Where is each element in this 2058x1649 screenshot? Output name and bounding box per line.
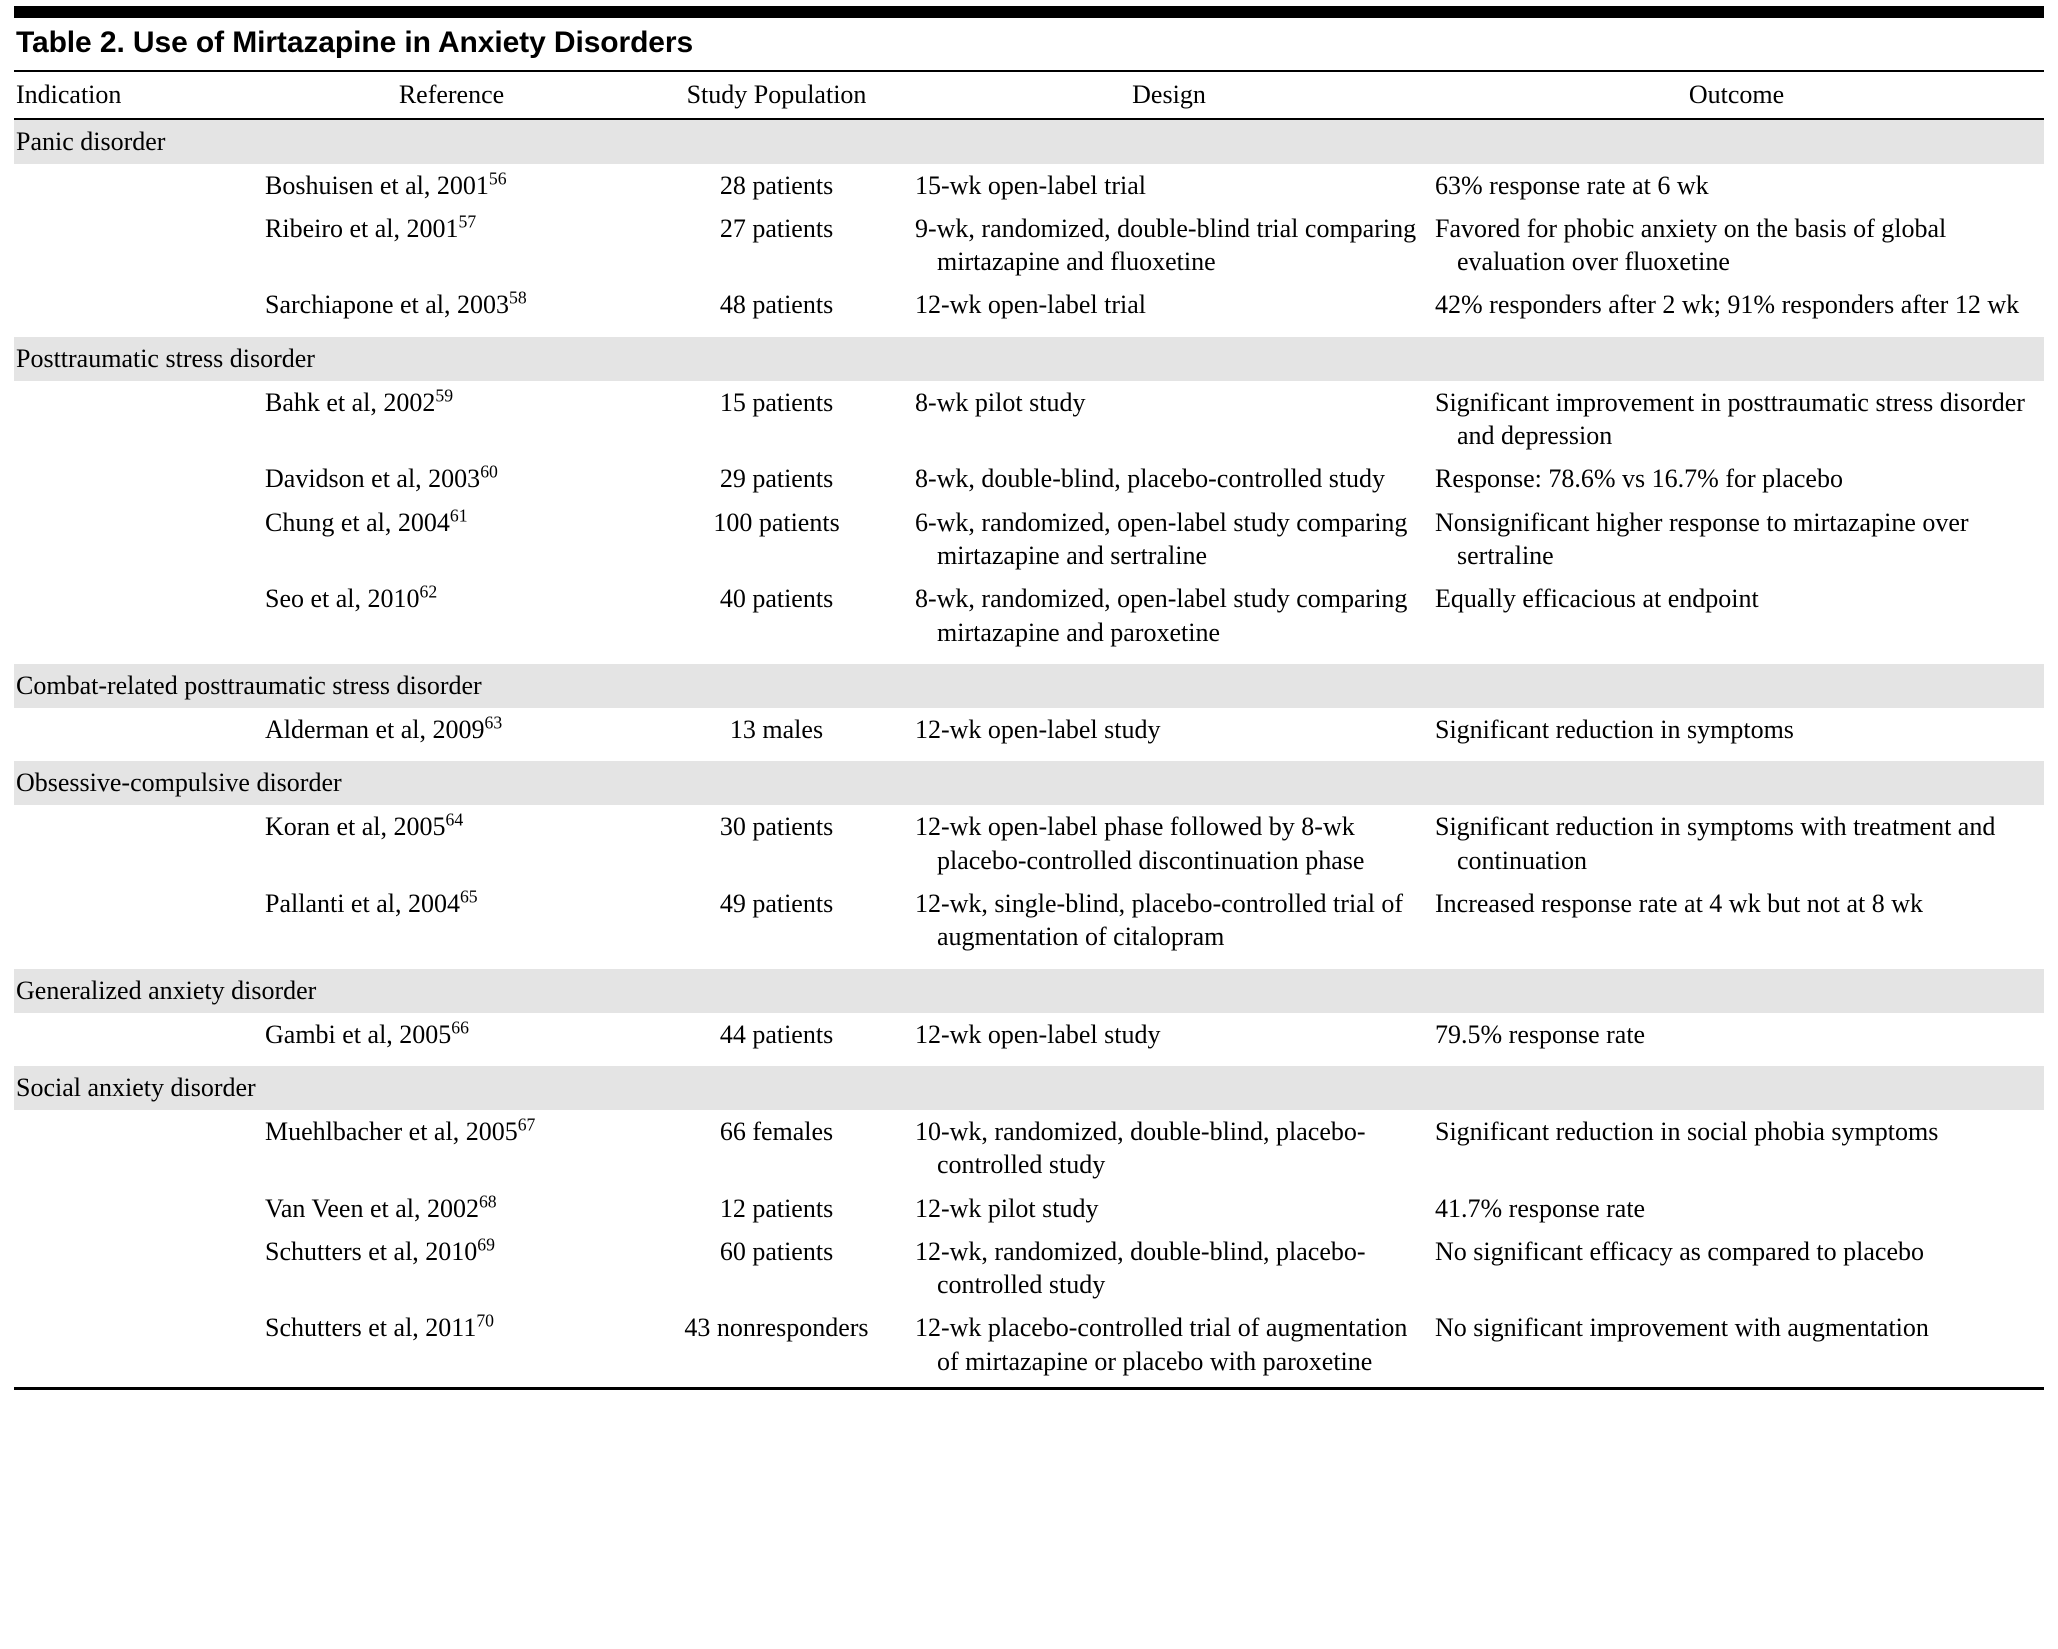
cell-outcome — [1429, 1306, 2044, 1383]
section-row — [14, 761, 2044, 805]
column-header-design: Design — [1132, 79, 1206, 109]
cell-design — [909, 1306, 1429, 1383]
cell-study-population: 66 females — [719, 1117, 834, 1147]
design-text: 10-wk, randomized, double-blind, placebo-controlled study — [915, 1117, 1366, 1180]
outcome-text: Response: 78.6% vs 16.7% for placebo — [1435, 464, 1843, 494]
cell-indication — [14, 1230, 259, 1307]
reference-text: Pallanti et al, 2004 — [265, 888, 460, 918]
header-row — [14, 72, 2044, 118]
outcome-text: Significant improvement in posttraumatic stress disorder and depression — [1435, 387, 2025, 451]
section-label: Panic disorder — [14, 120, 2044, 164]
design-text: 8-wk, randomized, open-label study comparing mirtazapine and paroxetine — [915, 584, 1408, 647]
reference-superscript: 65 — [459, 886, 478, 907]
section-spacer — [14, 654, 2044, 664]
section-row — [14, 969, 2044, 1013]
cell-indication — [14, 501, 259, 578]
cell-indication — [14, 283, 259, 326]
table-row — [14, 577, 2044, 654]
cell-outcome — [1429, 207, 2044, 284]
cell-outcome — [1429, 1230, 2044, 1307]
cell-study-population: 13 males — [729, 714, 824, 744]
outcome-text: No significant efficacy as compared to placebo — [1435, 1236, 1924, 1266]
reference-superscript: 58 — [509, 287, 527, 308]
spacer-cell — [14, 654, 2044, 664]
design-text: 9-wk, randomized, double-blind trial comparing mirtazapine and fluoxetine — [915, 213, 1417, 277]
cell-design — [909, 805, 1429, 882]
cell-reference — [259, 207, 644, 284]
section-label: Posttraumatic stress disorder — [14, 337, 2044, 381]
table-row — [14, 457, 2044, 500]
cell-study-population: 29 patients — [719, 464, 834, 494]
cell-indication — [14, 164, 259, 207]
section-row — [14, 120, 2044, 164]
reference-text: Seo et al, 2010 — [265, 584, 420, 614]
table-row — [14, 708, 2044, 751]
reference-text: Van Veen et al, 2002 — [265, 1193, 479, 1223]
cell-reference — [259, 577, 644, 654]
section-spacer — [14, 751, 2044, 761]
cell-design — [909, 381, 1429, 458]
outcome-text: Significant reduction in symptoms with treatment and continuation — [1435, 812, 1996, 875]
cell-design — [909, 708, 1429, 751]
cell-outcome — [1429, 1110, 2044, 1187]
cell-design — [909, 1230, 1429, 1307]
cell-design — [909, 283, 1429, 326]
reference-superscript: 70 — [476, 1310, 494, 1331]
reference-superscript: 61 — [449, 505, 468, 526]
reference-superscript: 62 — [419, 581, 438, 602]
table-row — [14, 1306, 2044, 1383]
reference-text: Schutters et al, 2010 — [265, 1236, 478, 1266]
table-row — [14, 501, 2044, 578]
column-header-indication: Indication — [16, 79, 122, 109]
table-row — [14, 207, 2044, 284]
cell-outcome — [1429, 708, 2044, 751]
cell-study-population: 12 patients — [719, 1193, 834, 1223]
cell-outcome — [1429, 457, 2044, 500]
table-title: Table 2. Use of Mirtazapine in Anxiety Disorders — [16, 26, 694, 59]
reference-text: Schutters et al, 2011 — [265, 1313, 477, 1343]
reference-superscript: 68 — [478, 1191, 497, 1212]
cell-indication — [14, 1187, 259, 1230]
table-row — [14, 164, 2044, 207]
cell-reference — [259, 501, 644, 578]
cell-design — [909, 207, 1429, 284]
mirtazapine-anxiety-table — [14, 72, 2044, 1384]
design-text: 8-wk, double-blind, placebo-controlled study — [915, 464, 1386, 494]
cell-outcome — [1429, 283, 2044, 326]
cell-indication — [14, 207, 259, 284]
cell-outcome — [1429, 1013, 2044, 1056]
cell-study-population: 48 patients — [719, 290, 834, 320]
design-text: 15-wk open-label trial — [915, 170, 1147, 200]
cell-reference — [259, 1187, 644, 1230]
cell-indication — [14, 381, 259, 458]
reference-text: Gambi et al, 2005 — [265, 1019, 452, 1049]
cell-study-population: 27 patients — [719, 213, 834, 243]
outcome-text: 79.5% response rate — [1435, 1019, 1646, 1049]
cell-indication — [14, 1110, 259, 1187]
reference-text: Bahk et al, 2002 — [265, 387, 436, 417]
column-header-study-population: Study Population — [686, 79, 867, 109]
cell-reference — [259, 1306, 644, 1383]
section-row — [14, 1066, 2044, 1110]
reference-superscript: 66 — [451, 1017, 469, 1038]
cell-indication — [14, 882, 259, 959]
section-label: Social anxiety disorder — [14, 1066, 2044, 1110]
reference-text: Chung et al, 2004 — [265, 507, 450, 537]
table-row — [14, 1013, 2044, 1056]
cell-design — [909, 1110, 1429, 1187]
design-text: 12-wk, randomized, double-blind, placebo-controlled study — [915, 1236, 1366, 1300]
reference-superscript: 56 — [488, 168, 507, 189]
cell-outcome — [1429, 501, 2044, 578]
cell-indication — [14, 1013, 259, 1056]
design-text: 8-wk pilot study — [915, 387, 1086, 417]
design-text: 12-wk pilot study — [915, 1193, 1099, 1223]
section-label: Combat-related posttraumatic stress disorder — [14, 664, 2044, 708]
cell-outcome — [1429, 577, 2044, 654]
reference-superscript: 63 — [484, 712, 503, 733]
cell-study-population: 100 patients — [713, 507, 840, 537]
section-label: Generalized anxiety disorder — [14, 969, 2044, 1013]
cell-indication — [14, 457, 259, 500]
reference-superscript: 69 — [477, 1234, 495, 1255]
cell-reference — [259, 1110, 644, 1187]
cell-study-population: 28 patients — [719, 170, 834, 200]
design-text: 12-wk placebo-controlled trial of augmentation of mirtazapine or placebo with paroxetine — [915, 1313, 1408, 1376]
outcome-text: No significant improvement with augmentation — [1435, 1313, 1929, 1343]
spacer-cell — [14, 1056, 2044, 1066]
cell-design — [909, 457, 1429, 500]
table-row — [14, 1230, 2044, 1307]
cell-design — [909, 501, 1429, 578]
section-row — [14, 664, 2044, 708]
cell-reference — [259, 381, 644, 458]
cell-reference — [259, 805, 644, 882]
cell-design — [909, 882, 1429, 959]
reference-superscript: 57 — [458, 211, 477, 232]
outcome-text: Increased response rate at 4 wk but not at 8 wk — [1435, 888, 1924, 918]
section-spacer — [14, 1056, 2044, 1066]
cell-indication — [14, 1306, 259, 1383]
cell-study-population: 40 patients — [719, 584, 834, 614]
cell-indication — [14, 805, 259, 882]
cell-study-population: 49 patients — [719, 888, 834, 918]
cell-reference — [259, 457, 644, 500]
design-text: 12-wk open-label study — [915, 1019, 1161, 1049]
cell-outcome — [1429, 882, 2044, 959]
cell-reference — [259, 708, 644, 751]
cell-design — [909, 164, 1429, 207]
section-spacer — [14, 959, 2044, 969]
table-row — [14, 1187, 2044, 1230]
cell-study-population: 30 patients — [719, 812, 834, 842]
cell-outcome — [1429, 164, 2044, 207]
design-text: 12-wk open-label study — [915, 714, 1161, 744]
table-row — [14, 882, 2044, 959]
cell-study-population: 60 patients — [719, 1236, 834, 1266]
table-header — [14, 72, 2044, 120]
spacer-cell — [14, 959, 2044, 969]
reference-text: Davidson et al, 2003 — [265, 464, 481, 494]
reference-text: Boshuisen et al, 2001 — [265, 170, 489, 200]
reference-text: Sarchiapone et al, 2003 — [265, 290, 510, 320]
reference-superscript: 64 — [445, 809, 464, 830]
section-label: Obsessive-compulsive disorder — [14, 761, 2044, 805]
cell-reference — [259, 164, 644, 207]
cell-outcome — [1429, 805, 2044, 882]
spacer-cell — [14, 751, 2044, 761]
outcome-text: Significant reduction in symptoms — [1435, 714, 1794, 744]
cell-indication — [14, 577, 259, 654]
design-text: 12-wk, single-blind, placebo-controlled trial of augmentation of citalopram — [915, 888, 1404, 952]
table-row — [14, 283, 2044, 326]
column-header-reference: Reference — [398, 79, 505, 109]
outcome-text: Favored for phobic anxiety on the basis of global evaluation over fluoxetine — [1435, 213, 1947, 277]
cell-study-population: 44 patients — [719, 1019, 834, 1049]
outcome-text: 63% response rate at 6 wk — [1435, 170, 1709, 200]
table-page — [0, 6, 2058, 1390]
cell-outcome — [1429, 381, 2044, 458]
cell-reference — [259, 882, 644, 959]
section-row — [14, 337, 2044, 381]
reference-text: Alderman et al, 2009 — [265, 714, 485, 744]
table-row — [14, 1110, 2044, 1187]
cell-study-population: 43 nonresponders — [684, 1313, 869, 1343]
table-body — [14, 120, 2044, 1384]
cell-indication — [14, 708, 259, 751]
design-text: 12-wk open-label trial — [915, 290, 1147, 320]
outcome-text: Significant reduction in social phobia symptoms — [1435, 1117, 1939, 1147]
cell-study-population: 15 patients — [719, 387, 834, 417]
table-row — [14, 805, 2044, 882]
reference-text: Muehlbacher et al, 2005 — [265, 1117, 518, 1147]
design-text: 12-wk open-label phase followed by 8-wk placebo-controlled discontinuation phase — [915, 812, 1365, 875]
column-header-outcome: Outcome — [1688, 79, 1785, 109]
spacer-cell — [14, 327, 2044, 337]
reference-superscript: 67 — [517, 1114, 536, 1135]
reference-superscript: 60 — [480, 461, 498, 482]
cell-design — [909, 1013, 1429, 1056]
cell-reference — [259, 1230, 644, 1307]
section-spacer — [14, 327, 2044, 337]
cell-design — [909, 1187, 1429, 1230]
cell-reference — [259, 283, 644, 326]
table-bottom-rule — [14, 1387, 2044, 1390]
cell-design — [909, 577, 1429, 654]
reference-text: Ribeiro et al, 2001 — [265, 213, 459, 243]
reference-superscript: 59 — [435, 385, 454, 406]
outcome-text: Nonsignificant higher response to mirtazapine over sertraline — [1435, 507, 1969, 570]
table-row — [14, 381, 2044, 458]
reference-text: Koran et al, 2005 — [265, 812, 446, 842]
cell-reference — [259, 1013, 644, 1056]
design-text: 6-wk, randomized, open-label study comparing mirtazapine and sertraline — [915, 507, 1408, 570]
table-top-rule — [14, 6, 2044, 18]
outcome-text: 42% responders after 2 wk; 91% responders after 12 wk — [1435, 290, 2020, 320]
cell-outcome — [1429, 1187, 2044, 1230]
outcome-text: Equally efficacious at endpoint — [1435, 584, 1759, 614]
outcome-text: 41.7% response rate — [1435, 1193, 1646, 1223]
